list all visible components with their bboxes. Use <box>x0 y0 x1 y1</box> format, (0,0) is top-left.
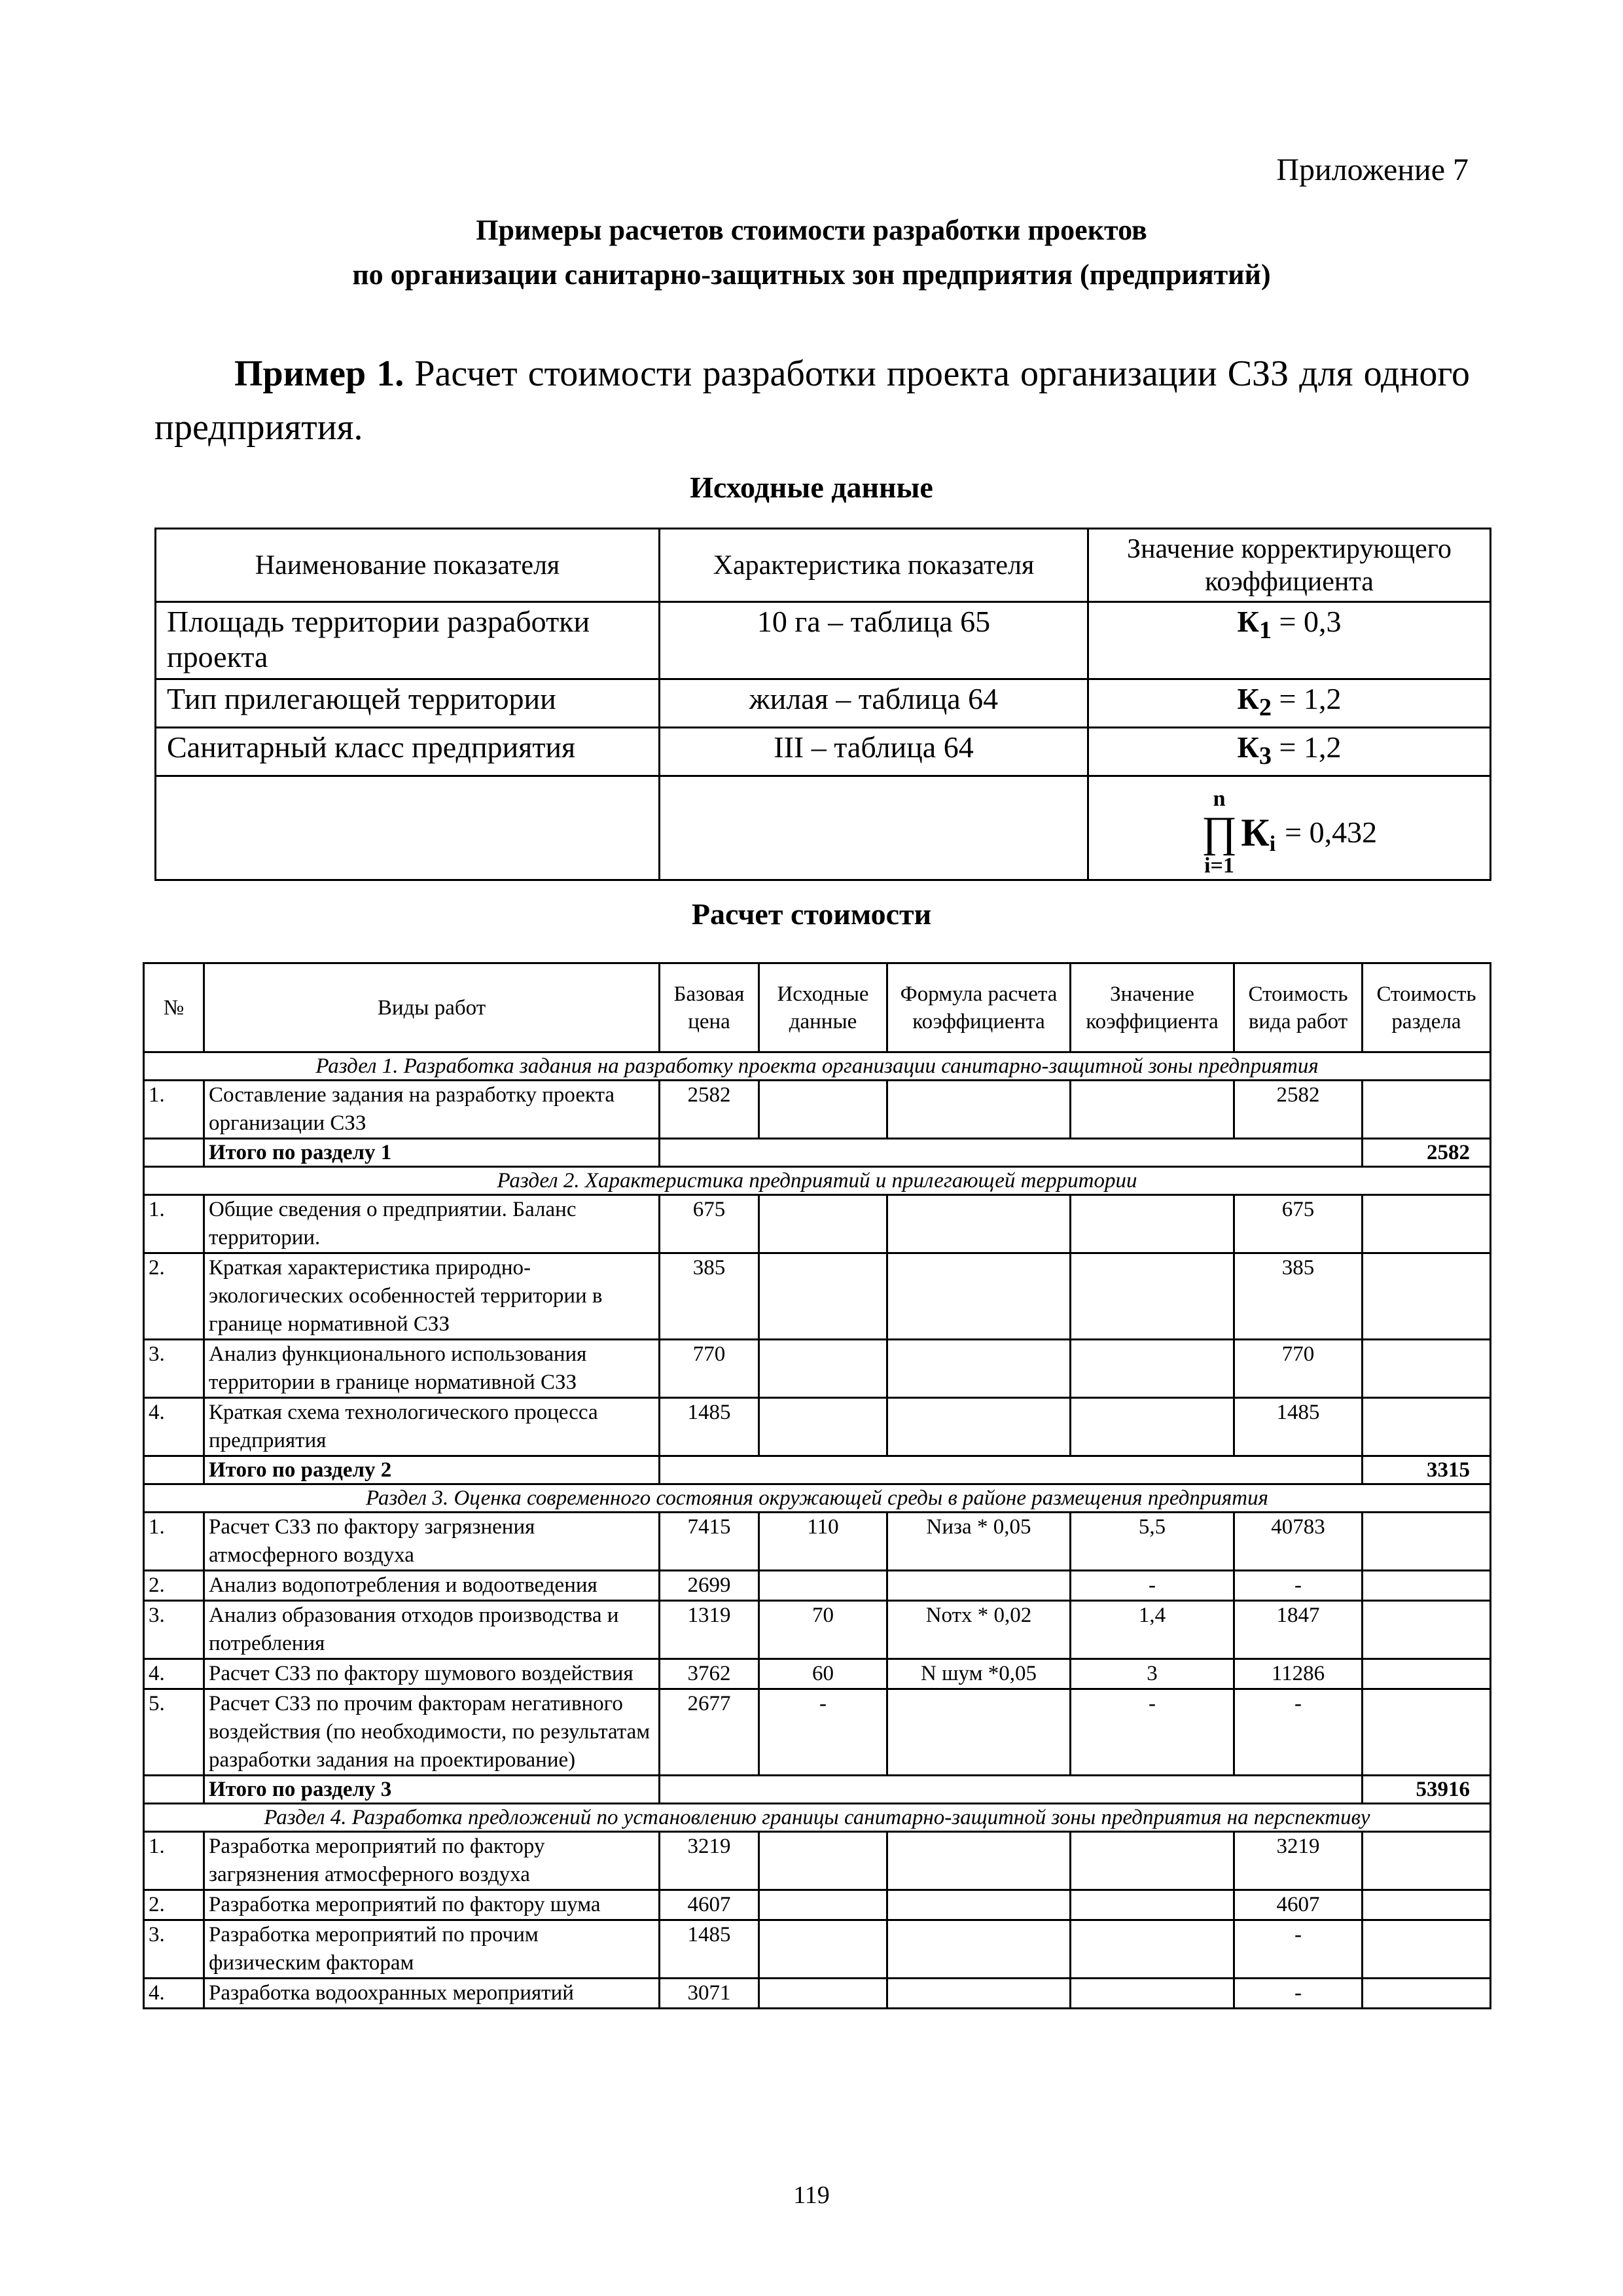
product-upper-limit: n <box>1213 787 1226 812</box>
base-price: 385 <box>660 1253 759 1340</box>
source-data <box>759 1571 887 1601</box>
work-cost: 40783 <box>1234 1513 1363 1571</box>
work-cost: - <box>1234 1571 1363 1601</box>
work-type: Разработка водоохранных мероприятий <box>204 1979 660 2009</box>
source-data: 70 <box>759 1601 887 1659</box>
base-price: 770 <box>660 1340 759 1398</box>
section-title: Раздел 2. Характеристика предприятий и прилегающей территории <box>144 1167 1491 1195</box>
row-number: 3. <box>144 1920 204 1979</box>
work-cost: 2582 <box>1234 1081 1363 1139</box>
empty-cell <box>660 776 1088 880</box>
table-row <box>144 1195 1491 1253</box>
source-data <box>759 1890 887 1920</box>
work-cost: 1847 <box>1234 1601 1363 1659</box>
coefficient <box>1071 1832 1234 1890</box>
work-type: Краткая схема технологического процесса предприятия <box>204 1398 660 1456</box>
coefficient: 3 <box>1071 1659 1234 1689</box>
coefficient <box>1071 1195 1234 1253</box>
section-cost-empty <box>1363 1890 1491 1920</box>
coefficient <box>1071 1890 1234 1920</box>
coefficient <box>1071 1398 1234 1456</box>
base-price: 4607 <box>660 1890 759 1920</box>
formula <box>887 1398 1071 1456</box>
work-cost: 770 <box>1234 1340 1363 1398</box>
row-number: 4. <box>144 1979 204 2009</box>
row-number: 3. <box>144 1340 204 1398</box>
header-cell: Наименование показателя <box>156 529 660 602</box>
base-price: 675 <box>660 1195 759 1253</box>
total-label: Итого по разделу 2 <box>204 1456 660 1484</box>
row-number: 3. <box>144 1601 204 1659</box>
work-cost: 385 <box>1234 1253 1363 1340</box>
title-line-1: Примеры расчетов стоимости разработки проектов <box>476 214 1147 246</box>
page-number: 119 <box>793 2181 830 2209</box>
coefficient <box>1071 1081 1234 1139</box>
section-total-row <box>144 1456 1491 1484</box>
work-cost: - <box>1234 1979 1363 2009</box>
table-row <box>144 1398 1491 1456</box>
product-k: К <box>1241 811 1270 855</box>
table-row <box>144 1340 1491 1398</box>
section-title-row <box>144 1484 1491 1513</box>
header-cell: Значение корректирующего коэффициента <box>1088 529 1491 602</box>
section-total-value: 2582 <box>1363 1139 1491 1167</box>
coefficient <box>1071 1253 1234 1340</box>
row-number: 1. <box>144 1513 204 1571</box>
table-row <box>144 1979 1491 2009</box>
base-price: 2582 <box>660 1081 759 1139</box>
total-spacer <box>660 1456 1363 1484</box>
section-total-row <box>144 1139 1491 1167</box>
section-title: Раздел 3. Оценка современного состояния окружающей среды в районе размещения предприятия <box>144 1484 1491 1513</box>
coefficient-value: $К_1 = 0,3$ <box>1088 602 1491 679</box>
header-source-data: Исходные данные <box>759 963 887 1052</box>
row-number: 2. <box>144 1571 204 1601</box>
formula <box>887 1571 1071 1601</box>
source-data <box>759 1979 887 2009</box>
section-title: Раздел 1. Разработка задания на разработку проекта организации санитарно-защитной зоны предприятия <box>144 1052 1491 1081</box>
table-row <box>144 1832 1491 1890</box>
formula <box>887 1253 1071 1340</box>
coefficient-value: $К_3 = 1,2$ <box>1088 728 1491 776</box>
formula <box>887 1890 1071 1920</box>
indicator-characteristic: жилая – таблица 64 <box>660 679 1088 728</box>
source-table-row <box>156 602 1491 679</box>
work-type: Анализ образования отходов производства и потребления <box>204 1601 660 1659</box>
header-work-type: Виды работ <box>204 963 660 1052</box>
indicator-name: Тип прилегающей территории <box>156 679 660 728</box>
source-data <box>759 1832 887 1890</box>
total-spacer <box>660 1139 1363 1167</box>
document-title <box>0 208 1623 297</box>
source-table-row <box>156 728 1491 776</box>
total-label: Итого по разделу 3 <box>204 1776 660 1804</box>
work-type: Анализ функционального использования территории в границе нормативной СЗЗ <box>204 1340 660 1398</box>
base-price: 7415 <box>660 1513 759 1571</box>
section-cost-empty <box>1363 1513 1491 1571</box>
appendix-label: Приложение 7 <box>1276 152 1469 187</box>
product-value: = 0,432 <box>1285 816 1378 850</box>
product-formula <box>1202 787 1377 878</box>
total-label: Итого по разделу 1 <box>204 1139 660 1167</box>
section-cost-empty <box>1363 1340 1491 1398</box>
row-number: 4. <box>144 1398 204 1456</box>
source-data <box>759 1398 887 1456</box>
section-cost-empty <box>1363 1081 1491 1139</box>
base-price: 3219 <box>660 1832 759 1890</box>
row-number: 1. <box>144 1832 204 1890</box>
row-number: 1. <box>144 1081 204 1139</box>
base-price: 1485 <box>660 1398 759 1456</box>
cost-calculation-table <box>143 962 1491 2009</box>
section-cost-empty <box>1363 1601 1491 1659</box>
table-row <box>144 1513 1491 1571</box>
example-paragraph <box>154 347 1470 454</box>
section-title: Раздел 4. Разработка предложений по установлению границы санитарно-защитной зоны предприятия на перспективу <box>144 1804 1491 1832</box>
work-type: Анализ водопотребления и водоотведения <box>204 1571 660 1601</box>
table-row <box>144 1081 1491 1139</box>
row-number: 5. <box>144 1689 204 1776</box>
work-type: Составление задания на разработку проекта организации СЗЗ <box>204 1081 660 1139</box>
base-price: 3071 <box>660 1979 759 2009</box>
coefficient <box>1071 1340 1234 1398</box>
section-total-value: 53916 <box>1363 1776 1491 1804</box>
formula <box>887 1979 1071 2009</box>
section-cost-empty <box>1363 1253 1491 1340</box>
formula <box>887 1920 1071 1979</box>
table-row <box>144 1571 1491 1601</box>
section-total-row <box>144 1776 1491 1804</box>
section-cost-empty <box>1363 1832 1491 1890</box>
section-cost-empty <box>1363 1659 1491 1689</box>
base-price: 1319 <box>660 1601 759 1659</box>
base-price: 3762 <box>660 1659 759 1689</box>
title-line-2: по организации санитарно-защитных зон предприятия (предприятий) <box>352 259 1271 291</box>
source-data-table <box>154 528 1491 881</box>
base-price: 2677 <box>660 1689 759 1776</box>
product-symbol: ∏ <box>1201 808 1238 857</box>
formula: Nиза * 0,05 <box>887 1513 1071 1571</box>
work-cost: 4607 <box>1234 1890 1363 1920</box>
header-section-cost: Стоимость раздела <box>1363 963 1491 1052</box>
formula <box>887 1832 1071 1890</box>
header-coefficient: Значение коэффициента <box>1071 963 1234 1052</box>
work-type: Расчет СЗЗ по фактору шумового воздействия <box>204 1659 660 1689</box>
coefficient: 1,4 <box>1071 1601 1234 1659</box>
section-title-row <box>144 1167 1491 1195</box>
section-cost-empty <box>1363 1571 1491 1601</box>
total-empty <box>144 1456 204 1484</box>
work-type: Разработка мероприятий по фактору шума <box>204 1890 660 1920</box>
source-data <box>759 1081 887 1139</box>
work-cost: 3219 <box>1234 1832 1363 1890</box>
coefficient <box>1071 1979 1234 2009</box>
work-type: Краткая характеристика природно-экологических особенностей территории в границе нормативной СЗЗ <box>204 1253 660 1340</box>
section-title-row <box>144 1052 1491 1081</box>
section-cost-empty <box>1363 1979 1491 2009</box>
section-cost-empty <box>1363 1920 1491 1979</box>
section-cost-empty <box>1363 1689 1491 1776</box>
formula <box>887 1081 1071 1139</box>
formula: N шум *0,05 <box>887 1659 1071 1689</box>
header-cell: Характеристика показателя <box>660 529 1088 602</box>
table-row <box>144 1890 1491 1920</box>
table-row <box>144 1659 1491 1689</box>
example-label: Пример 1. <box>234 353 404 394</box>
coefficient: 5,5 <box>1071 1513 1234 1571</box>
base-price: 1485 <box>660 1920 759 1979</box>
coefficient-product <box>1088 776 1491 880</box>
coefficient <box>1071 1920 1234 1979</box>
row-number: 1. <box>144 1195 204 1253</box>
source-data <box>759 1340 887 1398</box>
indicator-name: Санитарный класс предприятия <box>156 728 660 776</box>
indicator-name: Площадь территории разработки проекта <box>156 602 660 679</box>
source-data: 60 <box>759 1659 887 1689</box>
table-row <box>144 1601 1491 1659</box>
product-lower-limit: i=1 <box>1204 853 1234 878</box>
formula <box>887 1195 1071 1253</box>
total-spacer <box>660 1776 1363 1804</box>
source-data: - <box>759 1689 887 1776</box>
source-data: 110 <box>759 1513 887 1571</box>
source-table-header <box>156 529 1491 602</box>
header-formula: Формула расчета коэффициента <box>887 963 1071 1052</box>
row-number: 4. <box>144 1659 204 1689</box>
section-total-value: 3315 <box>1363 1456 1491 1484</box>
source-data <box>759 1195 887 1253</box>
coefficient-value: $К_2 = 1,2$ <box>1088 679 1491 728</box>
calc-heading: Расчет стоимости <box>691 897 932 931</box>
formula <box>887 1689 1071 1776</box>
work-type: Расчет СЗЗ по фактору загрязнения атмосферного воздуха <box>204 1513 660 1571</box>
base-price: 2699 <box>660 1571 759 1601</box>
row-number: 2. <box>144 1890 204 1920</box>
indicator-characteristic: 10 га – таблица 65 <box>660 602 1088 679</box>
work-cost: 1485 <box>1234 1398 1363 1456</box>
formula: Nотх * 0,02 <box>887 1601 1071 1659</box>
section-title-row <box>144 1804 1491 1832</box>
source-table-row <box>156 679 1491 728</box>
calc-table-header <box>144 963 1491 1052</box>
coefficient: - <box>1071 1689 1234 1776</box>
source-data <box>759 1920 887 1979</box>
work-cost: 11286 <box>1234 1659 1363 1689</box>
work-type: Расчет СЗЗ по прочим факторам негативного воздействия (по необходимости, по результатам разработки задания на проектирование) <box>204 1689 660 1776</box>
product-index: i <box>1269 832 1276 857</box>
section-cost-empty <box>1363 1195 1491 1253</box>
work-cost: - <box>1234 1689 1363 1776</box>
header-number: № <box>144 963 204 1052</box>
source-data-heading: Исходные данные <box>690 471 933 504</box>
section-cost-empty <box>1363 1398 1491 1456</box>
formula <box>887 1340 1071 1398</box>
example-text: Расчет стоимости разработки проекта организации СЗЗ для одного предприятия. <box>154 353 1471 448</box>
source-table-product-row <box>156 776 1491 880</box>
work-type: Разработка мероприятий по прочим физическим факторам <box>204 1920 660 1979</box>
work-cost: 675 <box>1234 1195 1363 1253</box>
coefficient: - <box>1071 1571 1234 1601</box>
total-empty <box>144 1139 204 1167</box>
total-empty <box>144 1776 204 1804</box>
row-number: 2. <box>144 1253 204 1340</box>
empty-cell <box>156 776 660 880</box>
work-cost: - <box>1234 1920 1363 1979</box>
source-data <box>759 1253 887 1340</box>
work-type: Разработка мероприятий по фактору загрязнения атмосферного воздуха <box>204 1832 660 1890</box>
work-type: Общие сведения о предприятии. Баланс территории. <box>204 1195 660 1253</box>
header-base-price: Базовая цена <box>660 963 759 1052</box>
table-row <box>144 1253 1491 1340</box>
table-row <box>144 1689 1491 1776</box>
indicator-characteristic: III – таблица 64 <box>660 728 1088 776</box>
header-work-cost: Стоимость вида работ <box>1234 963 1363 1052</box>
table-row <box>144 1920 1491 1979</box>
calc-table-body <box>144 1052 1491 2009</box>
